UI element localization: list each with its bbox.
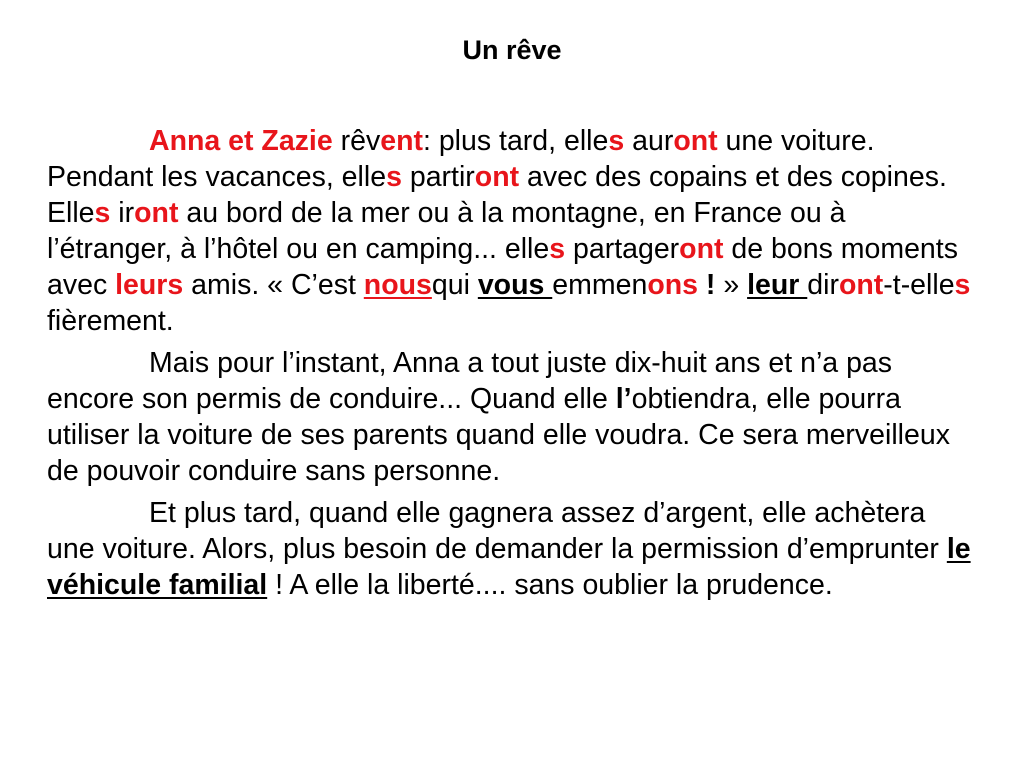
slide-title: Un rêve [462,35,562,65]
paragraph-2 [47,345,977,489]
pronoun-highlight: nous [363,269,432,301]
p1-text-14: ir [110,197,135,229]
verb-ending: ent [380,125,423,157]
plural-ending: s [549,233,566,265]
p1-text-20: de bons moments avec [47,233,958,301]
p2-text-1: Mais pour l’instant, Anna a tout juste dix-huit ans et n’a pas encore son permis de conduire... Quand elle [47,347,893,415]
slide-body [47,123,977,609]
p1-text-31: dir [807,269,839,301]
p2-text-3: obtiendra, elle pourra utiliser la voiture de ses parents quand elle voudra. Ce sera merveilleux de pouvoir conduire sans personne. [47,383,950,487]
paragraph-3 [47,495,977,603]
verb-ending: ont [679,233,724,265]
p1-text-22: amis. « C’est [183,269,364,301]
subject-highlight: Anna et Zazie [149,125,333,157]
verb-ending: ont [673,125,718,157]
verb-ending: ont [134,197,179,229]
p1-text-6: aur [624,125,674,157]
p1-text-10: partir [401,161,475,193]
p1-text-12: avec des copains et des copines. Elle [47,161,947,229]
p1-text-18: partager [565,233,680,265]
p1-text-35: fièrement. [47,305,174,337]
plural-ending: s [386,161,402,193]
p1-text-4: : plus tard, elle [422,125,609,157]
p1-text-8: une voiture. Pendant les vacances, elle [47,125,875,193]
pronoun-bold: l’ [615,383,632,415]
plural-ending: s [94,197,111,229]
exclamation: ! [697,269,716,301]
verb-ending: ont [838,269,884,301]
p3-text-1: Et plus tard, quand elle gagnera assez d’argent, elle achètera une voiture. Alors, plus besoin de demander la permission d’emprunter [47,497,947,565]
paragraph-1 [47,123,977,339]
plural-ending: s [954,269,971,301]
verb-ending: ont [474,161,520,193]
possessive-highlight: leurs [115,269,184,301]
p1-text-29: » [715,269,748,301]
p1-text-16: au bord de la mer ou à la montagne, en France ou à l’étranger, à l’hôtel ou en camping... elle [47,197,846,265]
p3-text-3: ! A elle la liberté.... sans oublier la prudence. [267,569,833,601]
p1-text-2: rêv [332,125,381,157]
noun-phrase-underlined: le véhicule familial [47,533,971,601]
pronoun-underlined: leur [747,269,808,301]
pronoun-underlined: vous [477,269,553,301]
p1-text-24: qui [431,269,478,301]
verb-ending: ons [647,269,698,301]
plural-ending: s [608,125,625,157]
p1-text-33: -t-elle [883,269,955,301]
p1-text-26: emmen [552,269,648,301]
